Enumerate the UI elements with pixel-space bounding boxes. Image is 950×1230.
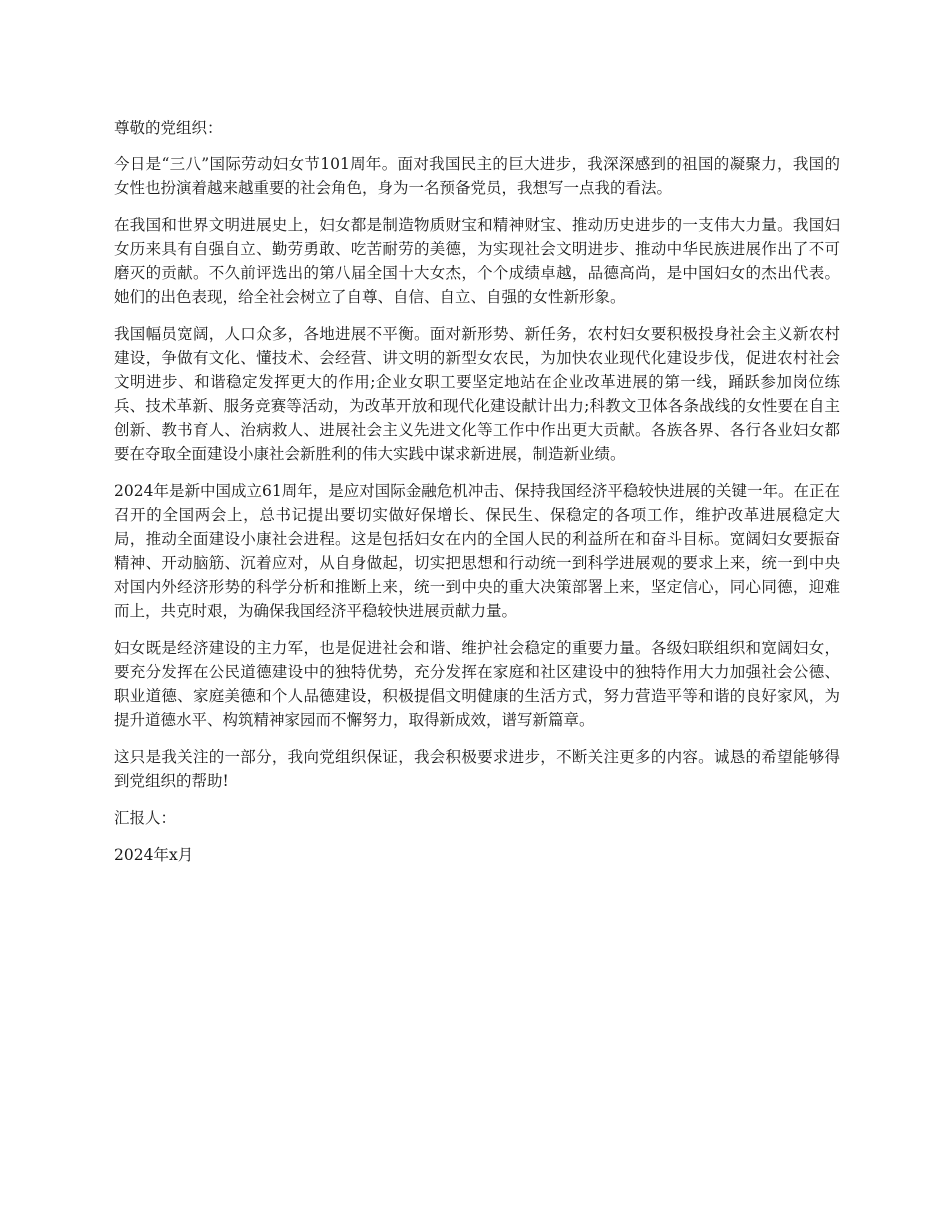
letter-document: [114, 116, 840, 880]
paragraph-5: 妇女既是经济建设的主力军，也是促进社会和谐、维护社会稳定的重要力量。各级妇联组织和宽阔妇女，要充分发挥在公民道德建设中的独特优势，充分发挥在家庭和社区建设中的独特作用大力加强社会公德、职业道德、家庭美德和个人品德建设，积极提倡文明健康的生活方式，努力营造平等和谐的良好家风，为提升道德水平、构筑精神家园而不懈努力，取得新成效，谱写新篇章。: [114, 639, 840, 729]
greeting: 尊敬的党组织：: [114, 119, 223, 137]
paragraph-6: 这只是我关注的一部分，我向党组织保证，我会积极要求进步，不断关注更多的内容。诚恳的希望能够得到党组织的帮助!: [114, 748, 840, 790]
paragraph-2: 在我国和世界文明进展史上，妇女都是制造物质财宝和精神财宝、推动历史进步的一支伟大力量。我国妇女历来具有自强自立、勤劳勇敢、吃苦耐劳的美德，为实现社会文明进步、推动中华民族进展作出了不可磨灭的贡献。不久前评选出的第八届全国十大女杰，个个成绩卓越，品德高尚，是中国妇女的杰出代表。她们的出色表现，给全社会树立了自尊、自信、自立、自强的女性新形象。: [114, 216, 840, 306]
paragraph-4: 2024年是新中国成立61周年，是应对国际金融危机冲击、保持我国经济平稳较快进展的关键一年。在正在召开的全国两会上，总书记提出要切实做好保增长、保民生、保稳定的各项工作，维护改革进展稳定大局，推动全面建设小康社会进程。这是包括妇女在内的全国人民的利益所在和奋斗目标。宽阔妇女要振奋精神、开动脑筋、沉着应对，从自身做起，切实把思想和行动统一到科学进展观的要求上来，统一到中央对国内外经济形势的科学分析和推断上来，统一到中央的重大决策部署上来，坚定信心，同心同德，迎难而上，共克时艰，为确保我国经济平稳较快进展贡献力量。: [114, 482, 840, 620]
paragraph-1: 今日是“三八”国际劳动妇女节101周年。面对我国民主的巨大进步，我深深感到的祖国的凝聚力，我国的女性也扮演着越来越重要的社会角色，身为一名预备党员，我想写一点我的看法。: [114, 155, 840, 197]
signature-label: 汇报人：: [114, 809, 177, 827]
report-date: 2024年x月: [114, 846, 194, 864]
paragraph-3: 我国幅员宽阔，人口众多，各地进展不平衡。面对新形势、新任务，农村妇女要积极投身社会主义新农村建设，争做有文化、懂技术、会经营、讲文明的新型女农民，为加快农业现代化建设步伐，促进农村社会文明进步、和谐稳定发挥更大的作用;企业女职工要坚定地站在企业改革进展的第一线，踊跃参加岗位练兵、技术革新、服务竞赛等活动，为改革开放和现代化建设献计出力;科教文卫体各条战线的女性要在自主创新、教书育人、治病救人、进展社会主义先进文化等工作中作出更大贡献。各族各界、各行各业妇女都要在夺取全面建设小康社会新胜利的伟大实践中谋求新进展，制造新业绩。: [114, 325, 840, 463]
